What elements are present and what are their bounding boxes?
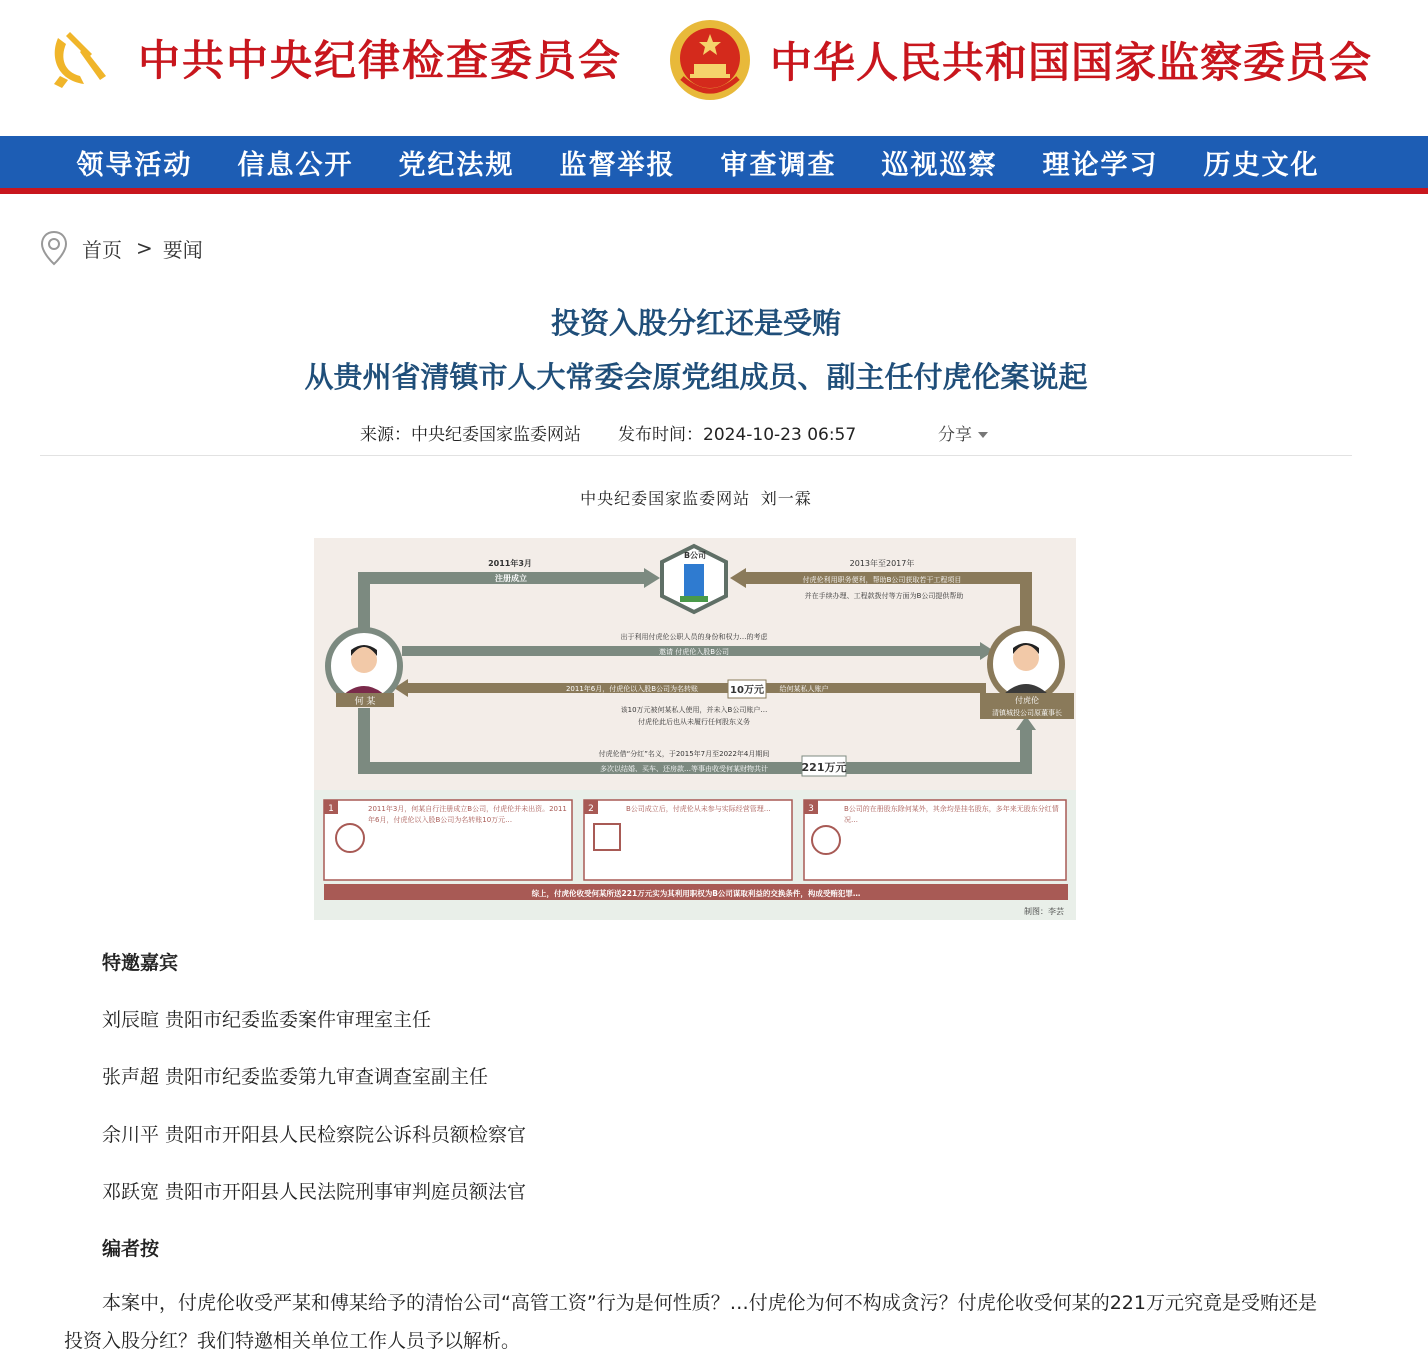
party-emblem-icon: [40, 18, 120, 98]
credit-text: 制图：李芸: [1024, 907, 1064, 916]
article-title-line1: 投资入股分红还是受贿: [550, 306, 841, 340]
nav-item[interactable]: 审查调查: [720, 149, 837, 181]
chevron-down-icon: [978, 432, 988, 438]
meta-divider: [40, 455, 1352, 456]
person-he-label: 何 某: [354, 697, 376, 707]
label-register: 注册成立: [495, 574, 527, 583]
infographic-svg: [314, 538, 1076, 920]
label-note-10: 该10万元被何某私人使用，并未入B公司账户…: [620, 706, 768, 714]
editor-note-heading: 编者按: [102, 1238, 160, 1260]
nav-item[interactable]: 党纪法规: [398, 149, 515, 181]
summary-text: 综上，付虎伦收受何某所送221万元实为其利用职权为B公司谋取利益的交换条件，构成受贿犯罪…: [531, 889, 861, 898]
info-box-2-text: B公司成立后，付虎伦从未参与实际经营管理…: [626, 805, 771, 813]
company-label: B公司: [683, 551, 707, 560]
nav-item[interactable]: 监督举报: [559, 149, 676, 181]
person-fu-avatar: [990, 628, 1062, 700]
article-time: [618, 420, 938, 445]
info-box-3-num: 3: [808, 804, 814, 814]
article-source: [360, 420, 618, 445]
national-emblem-icon: [668, 18, 752, 102]
source-label: 来源：: [360, 425, 411, 445]
breadcrumb-separator: >: [136, 236, 153, 260]
guest-item: 余川平 贵阳市开阳县人民检察院公诉科员额检察官: [102, 1124, 527, 1146]
nsc-logo[interactable]: [668, 18, 1372, 102]
breadcrumb-home-link[interactable]: 首页: [82, 237, 122, 262]
info-box-1: [324, 800, 572, 880]
person-fu-title: 清镇城投公司原董事长: [992, 709, 1062, 717]
article-meta: [360, 420, 988, 445]
article-title-line2: 从贵州省清镇市人大常委会原党组成员、副主任付虎伦案说起: [304, 360, 1088, 394]
guest-item: 刘辰暄 贵阳市纪委监委案件审理室主任: [102, 1009, 432, 1031]
nav-item[interactable]: 历史文化: [1203, 149, 1320, 181]
label-help2: 并在手续办理、工程款拨付等方面为B公司提供帮助: [804, 592, 964, 600]
source-value: 中央纪委国家监委网站: [411, 425, 581, 445]
label-transfer: 2011年6月，付虎伦以入股B公司为名转账: [565, 685, 699, 693]
nsc-title: 中华人民共和国国家监察委员会: [770, 38, 1373, 87]
share-label: 分享: [938, 425, 972, 445]
person-he-avatar: [328, 630, 400, 702]
info-box-2: [584, 800, 792, 880]
label-help: 付虎伦利用职务便利，帮助B公司获取若干工程项目: [802, 576, 962, 584]
article-title: [0, 296, 1392, 404]
label-transfer-to: 给何某私人账户: [779, 685, 829, 693]
nav-item[interactable]: 理论学习: [1042, 149, 1159, 181]
label-consider: 出于利用付虎伦公职人员的身份和权力…的考虑: [620, 633, 768, 641]
help-arrow: [744, 578, 1026, 638]
label-2011-03: 2011年3月: [488, 559, 532, 568]
nav-item[interactable]: 领导活动: [76, 149, 193, 181]
label-dividend: 付虎伦借“分红”名义，于2015年7月至2022年4月期间: [598, 750, 770, 758]
share-dropdown[interactable]: [938, 420, 988, 445]
nav-item[interactable]: 巡视巡察: [881, 149, 998, 181]
guest-item: 邓跃宽 贵阳市开阳县人民法院刑事审判庭员额法官: [102, 1181, 527, 1203]
dividend-arrow: [364, 708, 1026, 768]
register-arrowhead: [644, 568, 660, 588]
location-pin-icon: [40, 230, 68, 266]
person-fu-name: 付虎伦: [1015, 696, 1039, 705]
help-arrowhead: [730, 568, 746, 588]
editor-note-text: 本案中，付虎伦收受严某和傅某给予的清怡公司“高管工资”行为是何性质？…付虎伦为何不构成贪污？付虎伦收受何某的221万元究竟是受贿还是投资入股分红？我们特邀相关单位工作人员予以解析。: [64, 1292, 1317, 1352]
label-dividend2: 多次以结婚、买车、还房款…等事由收受何某财物共计: [600, 765, 768, 773]
info-box-1-num: 1: [328, 804, 334, 814]
label-2013-2017: 2013年至2017年: [849, 559, 915, 568]
label-invite: 邀请 付虎伦入股B公司: [658, 648, 730, 656]
info-box-2-num: 2: [588, 804, 594, 814]
nav-list: [0, 136, 1428, 188]
label-amount-10: 10万元: [730, 685, 764, 696]
breadcrumb-current-link[interactable]: 要闻: [162, 237, 203, 262]
nav-item[interactable]: 信息公开: [237, 149, 354, 181]
time-value: 2024-10-23 06:57: [703, 425, 857, 445]
info-box-3-text: B公司的在册股东除何某外，其余均是挂名股东，多年来无股东分红情况…: [844, 805, 1059, 824]
guests-heading: 特邀嘉宾: [102, 952, 179, 974]
site-header: [0, 0, 1428, 136]
breadcrumb: [40, 230, 203, 266]
time-label: 发布时间：: [618, 425, 703, 445]
case-infographic: [314, 538, 1076, 920]
guest-item: 张声超 贵阳市纪委监委第九审查调查室副主任: [102, 1066, 489, 1088]
label-amount-221: 221万元: [801, 761, 847, 774]
info-box-1-text: 2011年3月，何某自行注册成立B公司，付虎伦并未出资。2011年6月，付虎伦以入股B公司为名转账10万元…: [368, 805, 567, 824]
label-note-10b: 付虎伦此后也从未履行任何股东义务: [638, 718, 750, 726]
main-nav: [0, 136, 1428, 194]
ccdi-title: 中共中央纪律检查委员会: [138, 36, 623, 85]
info-box-3: [804, 800, 1066, 880]
register-arrow: [364, 578, 644, 648]
article-byline: 中央纪委国家监委网站 刘一霖: [580, 489, 812, 508]
ccdi-logo[interactable]: [40, 18, 622, 98]
